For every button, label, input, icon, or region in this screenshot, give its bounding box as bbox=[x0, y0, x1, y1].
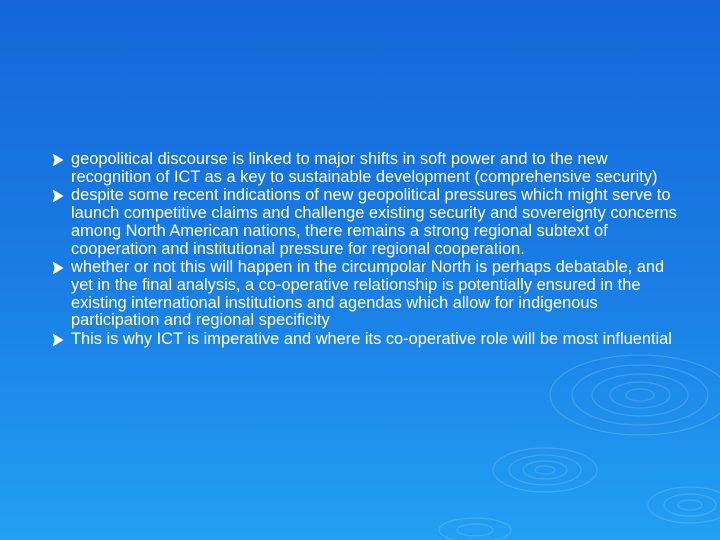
bullet-list bbox=[52, 151, 682, 350]
arrow-bullet-icon bbox=[52, 333, 64, 347]
bullet-text: geopolitical discourse is linked to major shifts in soft power and to the new recognition of ICT as a key to sustainable development (comprehensive security) bbox=[71, 150, 658, 186]
arrow-bullet-icon bbox=[52, 189, 64, 203]
bullet-text: This is why ICT is imperative and where its co-operative role will be most influential bbox=[71, 330, 672, 349]
bullet-text: whether or not this will happen in the circumpolar North is perhaps debatable, and yet in the final analysis, a co-operative relationship is potentially ensured in the existing international institutions and agendas which allow for indigenous participation and regional specificity bbox=[71, 258, 665, 330]
bullet-text: despite some recent indications of new geopolitical pressures which might serve to launch competitive claims and challenge existing security and sovereignty concerns among North American nations, there remains a strong regional subtext of cooperation and institutional pressure for regional cooperation. bbox=[71, 186, 677, 258]
bullet-item bbox=[52, 259, 682, 330]
bullet-item bbox=[52, 151, 682, 186]
arrow-bullet-icon bbox=[52, 153, 64, 167]
bullet-item bbox=[52, 187, 682, 258]
bullet-item bbox=[52, 331, 682, 349]
arrow-bullet-icon bbox=[52, 261, 64, 275]
